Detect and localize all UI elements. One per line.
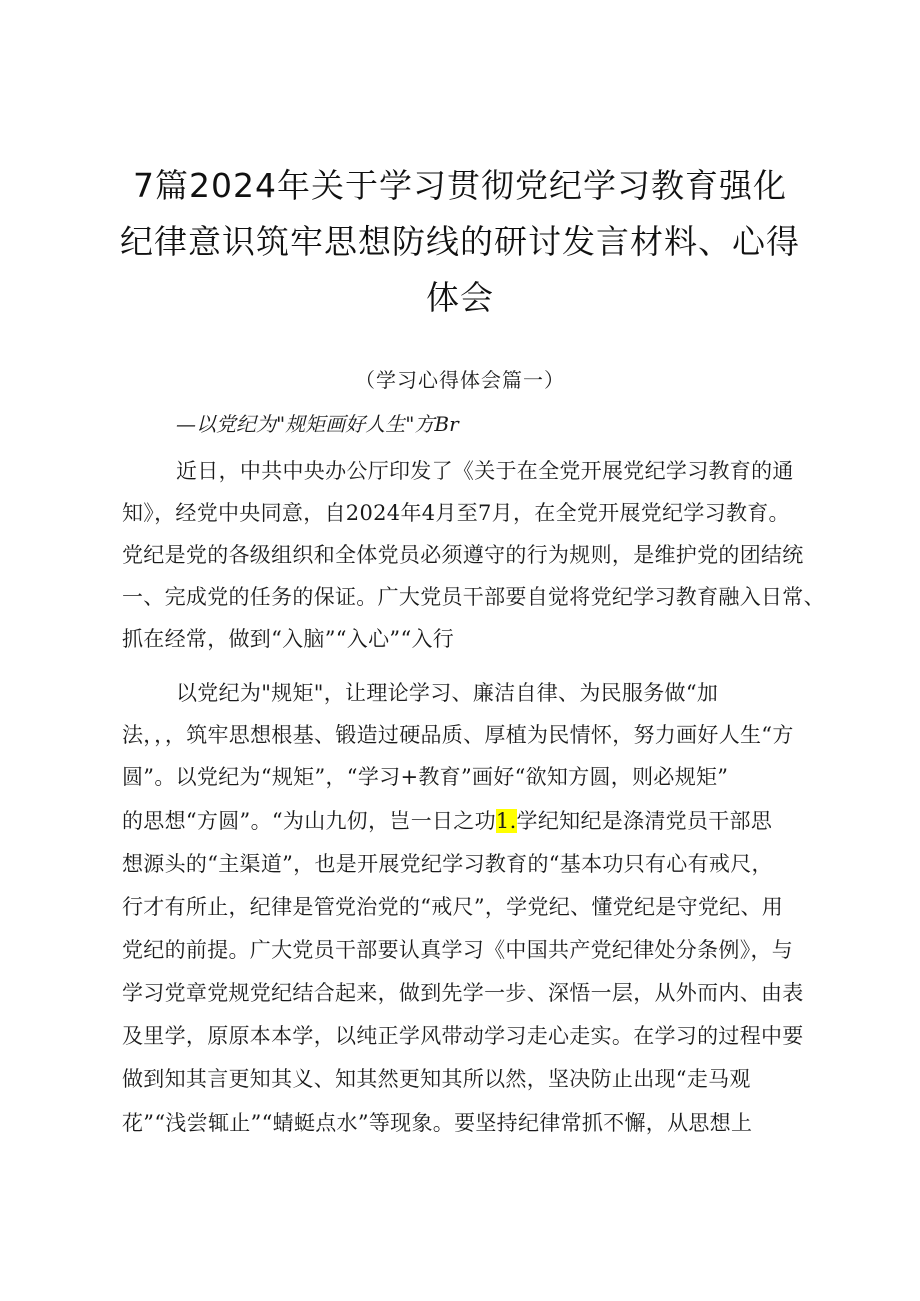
title-line-1: 7篇2024年关于学习贯彻党纪学习教育强化 — [133, 166, 787, 205]
paragraph-2-line-10: 做到知其言更知其义、知其然更知其所以然，坚决防止出现“走马观 — [122, 1067, 751, 1091]
paragraph-2-line-8: 学习党章党规党纪结合起来，做到先学一步、深悟一层，从外而内、由表 — [122, 981, 804, 1005]
paragraph-2-line-9: 及里学，原原本本学，以纯正学风带动学习走心走实。在学习的过程中要 — [122, 1024, 804, 1048]
paragraph-2-line-1: 以党纪为"规矩"，让理论学习、廉洁自律、为民服务做“加 — [176, 681, 719, 705]
subheading: —以党纪为"规矩画好人生"方Br — [176, 412, 459, 436]
paragraph-2-line-4 — [122, 805, 772, 835]
title-line-2: 纪律意识筑牢思想防线的研讨发言材料、心得 — [120, 222, 800, 261]
section-heading: （学习心得体会篇一） — [355, 368, 565, 392]
paragraph-2-line-11: 花”“浅尝辄止”“蜻蜓点水”等现象。要坚持纪律常抓不懈，从思想上 — [122, 1111, 753, 1135]
paragraph-1-line-5: 抓在经常，做到“入脑”“入心”“入行 — [122, 627, 455, 651]
line-text-before-highlight: 的思想“方圆”。“为山九仞，岂一日之功 — [122, 809, 496, 833]
paragraph-2-line-5: 想源头的“主渠道”，也是开展党纪学习教育的“基本功只有心有戒尺， — [122, 852, 773, 876]
paragraph-1-line-3: 党纪是党的各级组织和全体党员必须遵守的行为规则，是维护党的团结统 — [122, 543, 804, 567]
paragraph-2-line-6: 行才有所止，纪律是管党治党的“戒尺”，学党纪、懂党纪是守党纪、用 — [122, 895, 784, 919]
document-title — [100, 158, 820, 326]
paragraph-2-line-2: 法，，，筑牢思想根基、锻造过硬品质、厚植为民情怀，努力画好人生“方 — [122, 723, 794, 747]
paragraph-1-line-4: 一、完成党的任务的保证。广大党员干部要自觉将党纪学习教育融入日常、 — [122, 585, 825, 609]
paragraph-2-line-7: 党纪的前提。广大党员干部要认真学习《中国共产党纪律处分条例》，与 — [122, 938, 794, 962]
title-line-3: 体会 — [426, 278, 494, 317]
paragraph-2-line-3: 圆”。以党纪为“规矩”，“学习+教育”画好“欲知方圆，则必规矩” — [122, 765, 729, 789]
paragraph-1-line-1: 近日，中共中央办公厅印发了《关于在全党开展党纪学习教育的通 — [176, 459, 794, 483]
paragraph-1-line-2: 知》，经党中央同意，自2024年4月至7月，在全党开展党纪学习教育。 — [122, 501, 790, 525]
highlighted-text: 1. — [495, 809, 517, 833]
line-text-after-highlight: 学纪知纪是涤清党员干部思 — [516, 809, 773, 833]
